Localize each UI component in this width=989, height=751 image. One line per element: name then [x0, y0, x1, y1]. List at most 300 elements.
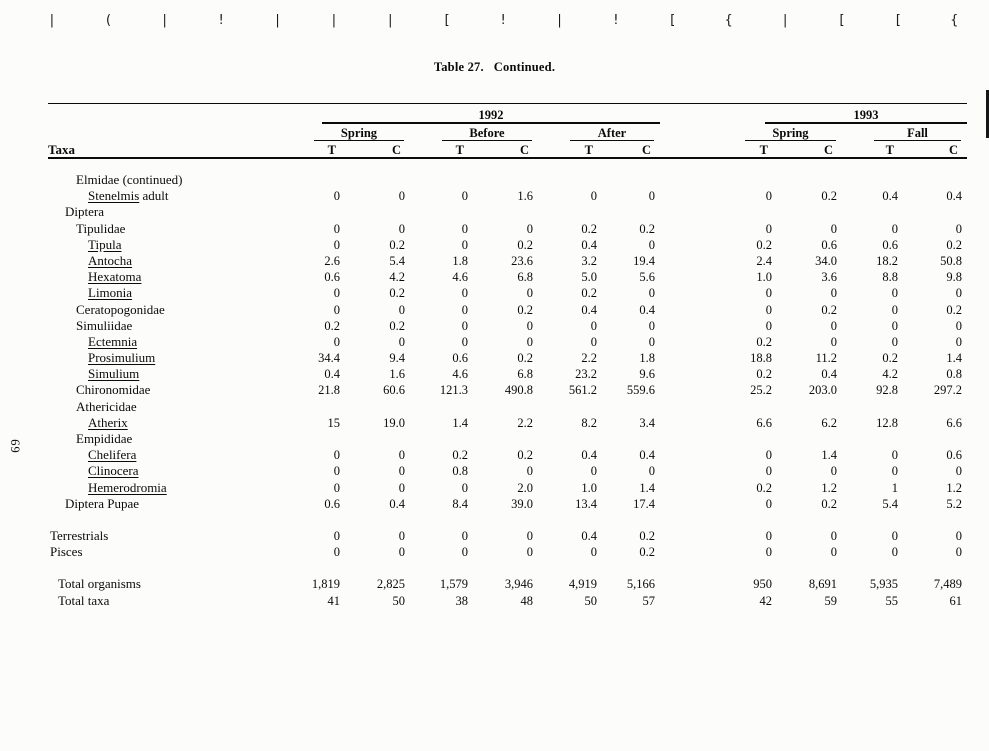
taxon-name	[48, 463, 282, 479]
value-cell: 3.2	[581, 253, 597, 268]
value-cell: 0	[765, 189, 772, 204]
genus-name: Prosimulium	[88, 350, 156, 366]
value-cell: 0	[891, 302, 898, 317]
value-cell: 0	[333, 448, 340, 463]
table-row	[48, 528, 967, 544]
value-cell: 950	[753, 577, 772, 592]
film-mark-icon: [	[442, 13, 451, 28]
value-cell: 0	[526, 545, 533, 560]
value-cell: 0	[891, 464, 898, 479]
taxon-name	[48, 172, 282, 188]
value-cell: 0.4	[821, 367, 837, 382]
value-cell: 121.3	[439, 383, 468, 398]
value-cell: 4,919	[568, 577, 597, 592]
value-cell: 0	[526, 286, 533, 301]
group-name: Tipulidae	[76, 220, 126, 236]
group-name: Pisces	[50, 544, 83, 560]
group-name: Diptera Pupae	[65, 495, 140, 511]
value-cell: 0	[333, 334, 340, 349]
season-header-before: Before	[442, 124, 532, 141]
value-cell: 0.2	[517, 237, 533, 252]
table-row	[48, 496, 967, 512]
genus-name: Simulium	[88, 366, 140, 382]
film-mark-icon: {	[950, 13, 959, 28]
value-cell: 0.2	[882, 351, 898, 366]
value-cell: 0	[830, 318, 837, 333]
value-cell: 0.4	[324, 367, 340, 382]
value-cell: 34.4	[318, 351, 340, 366]
value-cell: 0	[398, 480, 405, 495]
group-name: Ceratopogonidae	[76, 301, 165, 317]
value-cell: 0	[765, 302, 772, 317]
value-cell: 39.0	[511, 496, 533, 511]
genus-name: Chelifera	[88, 447, 137, 463]
value-cell: 0	[955, 334, 962, 349]
value-cell: 0	[333, 464, 340, 479]
value-cell: 0.2	[821, 496, 837, 511]
value-cell: 0	[830, 545, 837, 560]
film-mark-icon: {	[724, 13, 733, 28]
value-cell: 0	[461, 286, 468, 301]
year-header-1992: 1992	[322, 104, 660, 124]
value-cell: 0	[891, 545, 898, 560]
value-cell: 0	[648, 334, 655, 349]
taxon-name	[48, 253, 282, 269]
value-cell: 0	[333, 545, 340, 560]
value-cell: 4.2	[389, 270, 405, 285]
value-cell: 1.2	[821, 480, 837, 495]
value-cell: 6.2	[821, 415, 837, 430]
value-cell: 0.4	[882, 189, 898, 204]
value-cell: 0	[461, 528, 468, 543]
value-cell: 41	[327, 593, 340, 608]
taxon-name	[48, 382, 282, 398]
season-header-after: After	[570, 124, 654, 141]
value-cell: 0	[590, 334, 597, 349]
value-cell: 8.8	[882, 270, 898, 285]
value-cell: 55	[885, 593, 898, 608]
value-cell: 0.8	[452, 464, 468, 479]
value-cell: 23.2	[575, 367, 597, 382]
value-cell: 490.8	[504, 383, 533, 398]
value-cell: 5.0	[581, 270, 597, 285]
subheader-c: C	[823, 143, 833, 157]
value-cell: 1.8	[639, 351, 655, 366]
value-cell: 0	[590, 545, 597, 560]
value-cell: 12.8	[876, 415, 898, 430]
value-cell: 1.4	[946, 351, 962, 366]
value-cell: 0	[333, 302, 340, 317]
value-cell: 60.6	[383, 383, 405, 398]
value-cell: 9.4	[389, 351, 405, 366]
value-cell: 0	[398, 334, 405, 349]
table-row	[48, 350, 967, 366]
taxon-name	[48, 334, 282, 350]
value-cell: 0	[526, 318, 533, 333]
value-cell: 50.8	[940, 253, 962, 268]
value-cell: 1.4	[821, 448, 837, 463]
value-cell: 0	[398, 528, 405, 543]
value-cell: 6.8	[517, 270, 533, 285]
table-row	[48, 415, 967, 431]
value-cell: 25.2	[750, 383, 772, 398]
value-cell: 0.2	[756, 480, 772, 495]
film-strip	[0, 12, 989, 34]
value-cell: 1	[891, 480, 898, 495]
value-cell: 8.4	[452, 496, 468, 511]
group-name: Empididae	[76, 431, 133, 446]
value-cell: 0	[526, 528, 533, 543]
value-cell: 0	[590, 318, 597, 333]
taxon-name	[48, 528, 282, 544]
value-cell: 0.4	[581, 448, 597, 463]
value-cell: 0.4	[581, 302, 597, 317]
value-cell: 0.2	[756, 237, 772, 252]
value-cell: 1.2	[946, 480, 962, 495]
table-row	[48, 576, 967, 592]
value-cell: 0.2	[821, 302, 837, 317]
value-cell: 92.8	[876, 383, 898, 398]
value-cell: 0	[333, 286, 340, 301]
value-cell: 0	[765, 528, 772, 543]
value-cell: 2,825	[376, 577, 405, 592]
value-cell: 0.2	[324, 318, 340, 333]
value-cell: 13.4	[575, 496, 597, 511]
value-cell: 4.2	[882, 367, 898, 382]
value-cell: 0.2	[581, 286, 597, 301]
taxon-name	[48, 285, 282, 301]
value-cell: 0.8	[946, 367, 962, 382]
value-cell: 3,946	[504, 577, 533, 592]
value-cell: 0	[526, 464, 533, 479]
value-cell: 0.6	[324, 270, 340, 285]
season-row	[48, 124, 967, 141]
taxon-name	[48, 318, 282, 334]
taxon-name	[48, 350, 282, 366]
value-cell: 0	[765, 318, 772, 333]
table-row	[48, 593, 967, 609]
value-cell: 0.6	[452, 351, 468, 366]
value-cell: 0	[398, 464, 405, 479]
value-cell: 3.4	[639, 415, 655, 430]
table-header	[48, 103, 967, 159]
taxon-name	[48, 221, 282, 237]
table-row	[48, 431, 967, 447]
value-cell: 0	[648, 237, 655, 252]
value-cell: 0	[461, 480, 468, 495]
film-mark-icon: [	[894, 13, 902, 28]
value-cell: 559.6	[626, 383, 655, 398]
value-cell: 11.2	[815, 351, 837, 366]
taxon-name	[48, 496, 282, 512]
value-cell: 0.6	[946, 448, 962, 463]
film-mark-icon: [	[668, 13, 677, 28]
genus-name: Ectemnia	[88, 333, 138, 349]
table-row	[48, 204, 967, 220]
table-row	[48, 253, 967, 269]
genus-name: Hemerodromia	[88, 479, 167, 495]
value-cell: 0.2	[389, 237, 405, 252]
value-cell: 59	[824, 593, 837, 608]
value-cell: 5.4	[882, 496, 898, 511]
table-row	[48, 172, 967, 188]
value-cell: 2.4	[756, 253, 772, 268]
table-row	[48, 366, 967, 382]
value-cell: 0	[891, 318, 898, 333]
taxon-name	[48, 366, 282, 382]
value-cell: 3.6	[821, 270, 837, 285]
value-cell: 0.4	[639, 448, 655, 463]
value-cell: 6.6	[946, 415, 962, 430]
value-cell: 18.2	[876, 253, 898, 268]
value-cell: 0	[333, 221, 340, 236]
value-cell: 0	[765, 545, 772, 560]
value-cell: 57	[642, 593, 655, 608]
subheader-t: T	[759, 143, 768, 157]
subheader-c: C	[519, 143, 529, 157]
film-mark-icon: !	[612, 13, 620, 28]
genus-name: Clinocera	[88, 463, 139, 479]
value-cell: 0	[830, 528, 837, 543]
value-cell: 0.2	[389, 286, 405, 301]
value-cell: 5.4	[389, 253, 405, 268]
value-cell: 0.2	[946, 237, 962, 252]
value-cell: 0.6	[882, 237, 898, 252]
film-mark-icon: [	[837, 13, 846, 28]
page-number-sideways: 69	[8, 438, 23, 453]
value-cell: 61	[949, 593, 962, 608]
value-cell: 0	[891, 448, 898, 463]
value-cell: 4.6	[452, 270, 468, 285]
value-cell: 0	[891, 334, 898, 349]
data-table	[48, 103, 967, 609]
table-row	[48, 544, 967, 560]
value-cell: 0	[398, 448, 405, 463]
film-mark-icon: |	[386, 13, 395, 28]
genus-name: Atherix	[88, 414, 128, 430]
taxon-name	[48, 204, 282, 220]
genus-name: Limonia	[88, 285, 133, 301]
value-cell: 0	[526, 221, 533, 236]
genus-name: Antocha	[88, 252, 133, 268]
taxon-name	[48, 269, 282, 285]
value-cell: 0	[955, 286, 962, 301]
value-cell: 0	[461, 334, 468, 349]
value-cell: 0	[590, 189, 597, 204]
value-cell: 0	[830, 286, 837, 301]
value-cell: 1.6	[517, 189, 533, 204]
value-cell: 0	[765, 286, 772, 301]
table-row	[48, 382, 967, 398]
genus-name: Hexatoma	[88, 269, 142, 285]
subheader-t: T	[885, 143, 894, 157]
value-cell: 0	[891, 286, 898, 301]
group-name: Chironomidae	[76, 382, 151, 398]
value-cell: 8.2	[581, 415, 597, 430]
value-cell: 6.6	[756, 415, 772, 430]
value-cell: 9.8	[946, 270, 962, 285]
table-row	[48, 447, 967, 463]
value-cell: 0.6	[821, 237, 837, 252]
value-cell: 38	[455, 593, 468, 608]
table-row	[48, 480, 967, 496]
value-cell: 0.2	[639, 545, 655, 560]
value-cell: 0	[526, 334, 533, 349]
value-cell: 1,819	[311, 577, 340, 592]
film-mark-icon: !	[217, 13, 226, 28]
genus-name: Stenelmis	[88, 188, 140, 204]
taxon-name	[48, 480, 282, 496]
film-mark-icon: |	[273, 13, 282, 28]
taxa-column-header: Taxa	[48, 142, 75, 157]
value-cell: 1,579	[439, 577, 468, 592]
taxon-name	[48, 399, 282, 415]
value-cell: 561.2	[568, 383, 597, 398]
value-cell: 1.4	[452, 415, 468, 430]
value-cell: 34.0	[815, 253, 837, 268]
value-cell: 0	[398, 189, 405, 204]
value-cell: 1.4	[639, 480, 655, 495]
value-cell: 0	[955, 464, 962, 479]
value-cell: 0.2	[821, 189, 837, 204]
value-cell: 0	[830, 221, 837, 236]
film-mark-icon: (	[104, 13, 113, 28]
film-mark-icon: !	[499, 13, 508, 28]
value-cell: 0	[461, 318, 468, 333]
value-cell: 0.2	[517, 351, 533, 366]
group-name: Total organisms	[58, 576, 141, 592]
value-cell: 0	[765, 221, 772, 236]
value-cell: 0	[398, 545, 405, 560]
value-cell: 0	[955, 221, 962, 236]
value-cell: 21.8	[318, 383, 340, 398]
value-cell: 0.2	[452, 448, 468, 463]
table-row	[48, 334, 967, 350]
value-cell: 0	[830, 334, 837, 349]
value-cell: 0	[590, 464, 597, 479]
value-cell: 0	[461, 302, 468, 317]
value-cell: 5,935	[869, 577, 898, 592]
taxon-name	[48, 415, 282, 431]
taxon-name	[48, 302, 282, 318]
value-cell: 0	[333, 528, 340, 543]
value-cell: 0.2	[581, 221, 597, 236]
value-cell: 6.8	[517, 367, 533, 382]
value-cell: 23.6	[511, 253, 533, 268]
value-cell: 297.2	[933, 383, 962, 398]
year-header-1993: 1993	[765, 104, 967, 124]
value-cell: 0	[830, 464, 837, 479]
value-cell: 1.8	[452, 253, 468, 268]
subheader-c: C	[948, 143, 958, 157]
taxon-name	[48, 576, 282, 592]
genus-name: Tipula	[88, 236, 122, 252]
value-cell: 48	[520, 593, 533, 608]
taxon-name	[48, 237, 282, 253]
value-cell: 1.0	[581, 480, 597, 495]
value-cell: 2.6	[324, 253, 340, 268]
year-row	[48, 104, 967, 124]
taxon-name	[48, 593, 282, 609]
value-cell: 0.2	[756, 334, 772, 349]
value-cell: 0	[461, 189, 468, 204]
group-name: Simuliidae	[76, 317, 133, 333]
value-cell: 0	[955, 528, 962, 543]
value-cell: 4.6	[452, 367, 468, 382]
value-cell: 203.0	[808, 383, 837, 398]
value-cell: 0	[648, 286, 655, 301]
value-cell: 0	[398, 221, 405, 236]
subheader-c: C	[641, 143, 651, 157]
value-cell: 0	[333, 237, 340, 252]
value-cell: 0.4	[946, 189, 962, 204]
table-body	[48, 159, 967, 609]
value-cell: 0.6	[324, 496, 340, 511]
group-name: Athericidae	[76, 398, 137, 414]
value-cell: 0	[333, 480, 340, 495]
value-cell: 50	[392, 593, 405, 608]
value-cell: 0	[765, 464, 772, 479]
value-cell: 2.0	[517, 480, 533, 495]
value-cell: 1.6	[389, 367, 405, 382]
value-cell: 2.2	[517, 415, 533, 430]
value-cell: 5.6	[639, 270, 655, 285]
value-cell: 0.4	[389, 496, 405, 511]
value-cell: 0	[648, 464, 655, 479]
value-cell: 18.8	[750, 351, 772, 366]
film-mark-icon: |	[781, 13, 790, 28]
taxon-name	[48, 544, 282, 560]
value-cell: 0	[891, 528, 898, 543]
subheader-c: C	[391, 143, 401, 157]
value-cell: 0.2	[389, 318, 405, 333]
value-cell: 0	[461, 545, 468, 560]
film-mark-icon: |	[160, 13, 169, 28]
taxon-name	[48, 447, 282, 463]
value-cell: 2.2	[581, 351, 597, 366]
value-cell: 5.2	[946, 496, 962, 511]
value-cell: 5,166	[626, 577, 655, 592]
taxon-suffix: adult	[139, 188, 169, 204]
film-mark-icon: |	[48, 13, 56, 28]
table-row	[48, 269, 967, 285]
table-row	[48, 302, 967, 318]
value-cell: 0	[891, 221, 898, 236]
table-row	[48, 463, 967, 479]
value-cell: 0	[765, 496, 772, 511]
table-row	[48, 237, 967, 253]
season-header-spring: Spring	[745, 124, 836, 141]
value-cell: 0.4	[581, 528, 597, 543]
taxon-name	[48, 431, 282, 447]
taxon-name	[48, 188, 282, 204]
value-cell: 0.4	[581, 237, 597, 252]
group-name: Terrestrials	[50, 527, 109, 543]
value-cell: 0	[461, 237, 468, 252]
group-name: Total taxa	[58, 592, 110, 608]
value-cell: 0.2	[639, 221, 655, 236]
value-cell: 15	[327, 415, 340, 430]
value-cell: 0.2	[946, 302, 962, 317]
value-cell: 1.0	[756, 270, 772, 285]
value-cell: 8,691	[808, 577, 837, 592]
value-cell: 0	[765, 448, 772, 463]
subheader-t: T	[584, 143, 593, 157]
value-cell: 0	[333, 189, 340, 204]
group-name: Elmidae (continued)	[76, 172, 183, 187]
value-cell: 0	[955, 318, 962, 333]
film-mark-icon: |	[555, 13, 564, 28]
